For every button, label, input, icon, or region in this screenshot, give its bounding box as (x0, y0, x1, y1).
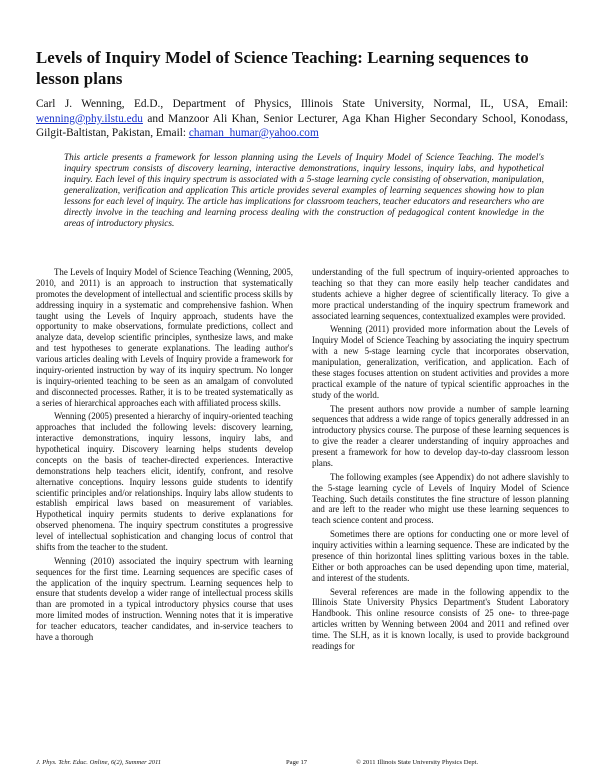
body-paragraph: Sometimes there are options for conducting one or more level of inquiry activities within a learning sequence. These are indicated by the presence of thin horizontal lines splitting various boxes in the table. Either or both approaches can be used depending upon time, material, and interest of the students. (312, 529, 569, 583)
footer-journal-citation: J. Phys. Tchr. Educ. Online, 6(2), Summer 2011 (36, 759, 162, 766)
body-paragraph: The present authors now provide a number of sample learning sequences that address a wide range of topics generally addressed in an introductory physics course. The purpose of these learning sequences is to give the reader a clearer understanding of inquiry approaches and present a framework for how to develop day-to-day classroom lesson plans. (312, 403, 569, 468)
footer-page-number: Page 17 (286, 759, 308, 766)
body-paragraph: Wenning (2005) presented a hierarchy of inquiry-oriented teaching approaches that included the following levels: discovery learning, interactive demonstrations, inquiry lessons, inquiry labs, and hypothetical inquiry. Discovery learning helps students develop concepts on the basis of teacher-directed experiences. Interactive demonstrations help teachers elicit, identify, confront, and resolve alternative conceptions. Inquiry lessons guide students to identify scientific principles and/or relationships. Inquiry labs allow students to establish empirical laws based on measurement of variables. Hypothetical inquiry permits students to derive explanations for observed phenomena. The inquiry spectrum constitutes a progressive level of intellectual sophistication and changing locus of control that shifts from the teacher to the student. (36, 411, 293, 552)
left-column (36, 267, 293, 646)
body-paragraph: Wenning (2011) provided more information about the Levels of Inquiry Model of Science Teaching by associating the inquiry spectrum with a new 5-stage learning cycle that incorporates observation, manipulation, generalization, verification, and application. Each of these stages focuses attention on student activities and provides a more practical example of the nature of typical scientific approaches in the study of the world. (312, 324, 569, 400)
right-column (312, 267, 569, 655)
author-info-1: Carl J. Wenning, Ed.D., Department of Physics, Illinois State University, Normal, IL, USA, Email: (36, 98, 568, 110)
body-paragraph: Several references are made in the following appendix to the Illinois State University Physics Department's Student Laboratory Handbook. This online resource consists of 25 one- to three-page articles written by Wenning between 2004 and 2011 and refined over time. The SLH, as it is known locally, is used to provide background readings for (312, 586, 569, 651)
body-paragraph: Wenning (2010) associated the inquiry spectrum with learning sequences for the first time. Learning sequences are specific cases of the application of the inquiry spectrum. Learning sequences help to ensure that students develop a wider range of intellectual process skills than are promoted in a typical introductory physics course that uses more limited modes of instruction. Wenning notes that it is imperative for teacher educators, teacher candidates, and in-service teachers to have a thorough (36, 555, 293, 642)
author-info-2: and Manzoor Ali Khan, Senior Lecturer, Aga Khan Higher Secondary School, Konodass, Gilgit-Baltistan, Pakistan, Email: (36, 112, 568, 140)
footer-copyright: © 2011 Illinois State University Physics Dept. (356, 759, 479, 766)
author-affiliations (36, 97, 568, 141)
body-paragraph: The Levels of Inquiry Model of Science Teaching (Wenning, 2005, 2010, and 2011) is an approach to instruction that systematically promotes the development of intellectual and scientific process skills by addressing inquiry in a systematic and comprehensive fashion. When taught using the Levels of Inquiry approach, students have the opportunity to make observations, formulate predictions, collect and analyze data, develop scientific principles, synthesize laws, and make and test hypotheses to generate explanations. The leading author's various articles dealing with Levels of Inquiry provide a framework for inquiry-oriented instruction by way of its inquiry spectrum. No longer is inquiry-oriented teaching to be seen as an amalgam of convoluted and disconnected processes. Rather, it is to be treated systematically as a series of hierarchical approaches each with affiliated process skills. (36, 267, 293, 408)
article-title: Levels of Inquiry Model of Science Teaching: Learning sequences to lesson plans (36, 48, 529, 88)
author-email-link-2[interactable]: chaman_humar@yahoo.com (188, 127, 319, 140)
body-paragraph: The following examples (see Appendix) do not adhere slavishly to the 5-stage learning cycle of Levels of Inquiry Model of Science Teaching. Such details constitutes the fine structure of lesson planning and are left to the reader who might use these learning sequences to teach science content and process. (312, 471, 569, 526)
abstract: This article presents a framework for lesson planning using the Levels of Inquiry Model of Science Teaching. The model's inquiry spectrum consists of discovery learning, interactive demonstrations, inquiry lessons, inquiry labs, and hypothetical inquiry. Each level of this inquiry spectrum is associated with a 5-stage learning cycle consisting of observation, manipulation, generalization, verification and application This article provides several examples of learning sequences showing how to plan lessons for each level of inquiry. The article has implications for classroom teachers, teacher educators and researchers who are directly involve in the teaching and learning process dealing with the construction of pedagogical content knowledge in the areas of introductory physics. (64, 153, 544, 230)
body-paragraph: understanding of the full spectrum of inquiry-oriented approaches to teaching so that they can more easily help teacher candidates and students achieve a higher degree of scientifically literacy. To give a more practical understanding of the inquiry spectrum framework and associated learning sequences, contextualized examples were provided. (312, 267, 569, 321)
author-email-link-1[interactable]: wenning@phy.ilstu.edu (36, 112, 143, 125)
